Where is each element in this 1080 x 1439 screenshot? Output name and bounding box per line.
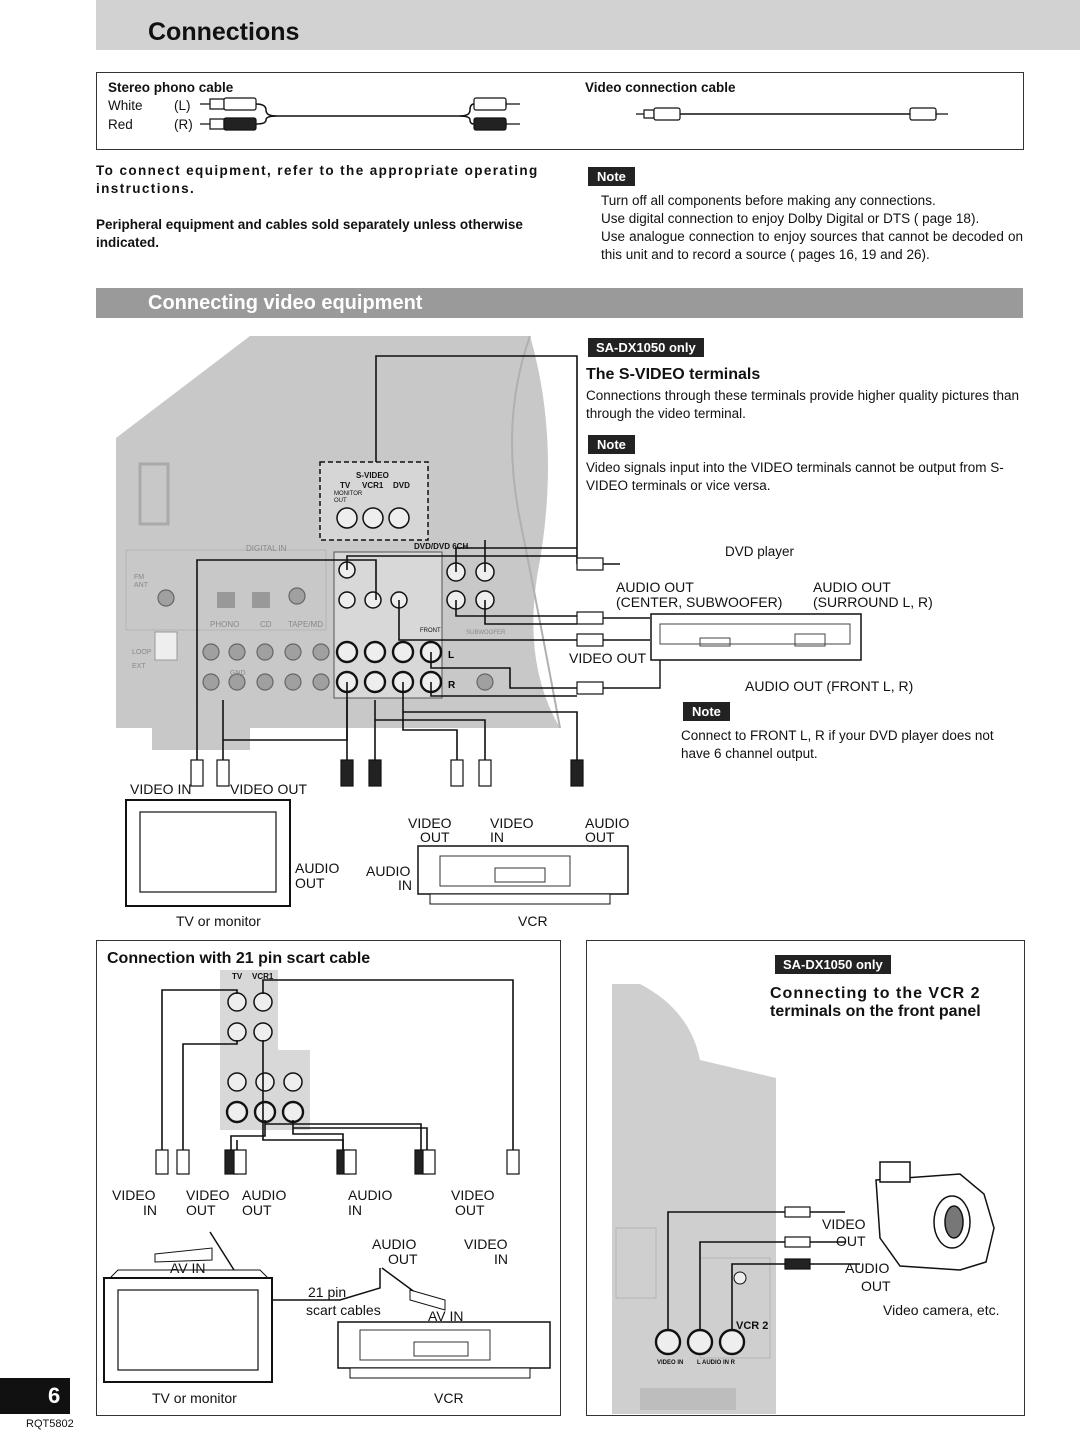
tv-audio-out-label-1: AUDIO [295,860,340,876]
tv-audio-out-label-2: OUT [295,875,325,891]
vcr2-title-1: Connecting to the VCR 2 [770,985,981,1002]
scart-tv-video-in-1: VIDEO [112,1187,156,1203]
panel-front-label: FRONT [420,628,441,634]
scart-video-out-1: VIDEO [451,1187,495,1203]
scart-title: Connection with 21 pin scart cable [107,950,371,967]
panel-tapemd-label: TAPE/MD [288,620,323,629]
note-line-1: Turn off all components before making any connections. [601,193,936,208]
model-tag-video: SA-DX1050 only [588,338,704,357]
dvd-audio-out-surround: AUDIO OUT [813,579,891,595]
scart-tv-caption: TV or monitor [152,1390,237,1406]
dvd-audio-out-front: AUDIO OUT (FRONT L, R) [745,678,914,694]
panel-tv-label: TV [340,481,351,490]
cam-video-out-1: VIDEO [822,1216,866,1232]
scart-vcr-video-in-2: IN [494,1251,508,1267]
scart-vcr-video-in-1: VIDEO [464,1236,508,1252]
panel-dvd6ch-label: DVD/DVD 6CH [414,542,469,551]
scart-tv-label: TV [232,972,243,981]
dvd-surround: (SURROUND L, R) [813,594,933,610]
vcr-audio-in-label-1: AUDIO [366,863,411,879]
vcr-caption: VCR [518,913,548,929]
svg-text:R: R [448,680,456,691]
tv-video-in-label: VIDEO IN [130,781,192,797]
vcr2-title-2: terminals on the front panel [770,1003,981,1020]
panel-gnd-label: GND [230,670,246,677]
panel-dvd-label: DVD [393,481,410,490]
dvd-video-out: VIDEO OUT [569,650,647,666]
scart-tv-video-out-1: VIDEO [186,1187,230,1203]
scart-tv-video-in-2: IN [143,1202,157,1218]
scart-audio-in-2: IN [348,1202,362,1218]
scart-pin-cables-2: scart cables [306,1302,381,1318]
svideo-note-text: Video signals input into the VIDEO terminals cannot be output from S-VIDEO terminals or vice versa. [586,460,1004,493]
cam-audio-out-2: OUT [861,1278,891,1294]
dvd-player-caption: DVD player [725,544,795,559]
svg-text:L: L [448,650,455,661]
scart-pin-cables-1: 21 pin [308,1284,347,1300]
scart-vcr-caption: VCR [434,1390,464,1406]
vcr-video-in-label-2: IN [490,829,504,845]
scart-video-out-2: OUT [455,1202,485,1218]
video-cable-title: Video connection cable [585,80,736,95]
scart-audio-in-1: AUDIO [348,1187,393,1203]
model-tag-vcr2: SA-DX1050 only [775,955,891,974]
panel-loop-ext-label: LOOP EXT [132,649,152,670]
scart-tv-video-out-2: OUT [186,1202,216,1218]
page-title: Connections [148,18,300,46]
note-label-svideo: Note [588,435,635,454]
stereo-cable-title: Stereo phono cable [108,80,234,95]
cam-caption: Video camera, etc. [883,1302,1000,1318]
svideo-text: Connections through these terminals provide higher quality pictures than through the video terminal. [586,388,1020,421]
vcr-video-out-label-2: OUT [420,829,450,845]
red-channel: (R) [174,117,193,132]
dvd-note-text: Connect to FRONT L, R if your DVD player does not have 6 channel output. [681,728,994,761]
white-channel: (L) [174,98,191,113]
white-label: White [108,98,143,113]
panel-cd-label: CD [260,620,272,629]
scart-vcr1-label: VCR1 [252,972,274,981]
scart-tv-audio-out-2: OUT [242,1202,272,1218]
scart-tv-audio-out-1: AUDIO [242,1187,287,1203]
intro-paragraph-2: Peripheral equipment and cables sold separately unless otherwise indicated. [96,217,523,250]
front-vcr2-label: VCR 2 [736,1320,769,1332]
section-title-video: Connecting video equipment [148,292,423,314]
tv-video-out-label: VIDEO OUT [230,781,308,797]
dvd-audio-out-center: AUDIO OUT [616,579,694,595]
panel-subwoofer-label: SUBWOOFER [466,630,506,636]
scart-av-in-tv: AV IN [170,1260,206,1276]
panel-monitor-out-label: MONITOR OUT [334,491,363,504]
panel-digital-in-label: DIGITAL IN [246,544,287,553]
cam-video-out-2: OUT [836,1233,866,1249]
note-label-general: Note [588,167,635,186]
vcr-video-out-label-1: VIDEO [408,815,452,831]
note-label-dvd: Note [683,702,730,721]
panel-phono-label: PHONO [210,620,240,629]
panel-vcr1-label: VCR1 [362,481,384,490]
intro-paragraph-1: To connect equipment, refer to the appropriate operating instructions. [96,163,539,196]
dvd-center-subwoofer: (CENTER, SUBWOOFER) [616,594,783,610]
note-line-3: Use analogue connection to enjoy sources that cannot be decoded on this unit and to record a source ( pages 16, 19 and 26). [601,229,1023,262]
document-code: RQT5802 [26,1418,74,1430]
vcr-audio-out-label-2: OUT [585,829,615,845]
vcr-audio-in-label-2: IN [398,877,412,893]
cam-audio-out-1: AUDIO [845,1260,890,1276]
page-number: 6 [48,1383,61,1408]
scart-vcr-audio-out-1: AUDIO [372,1236,417,1252]
front-video-in-label: VIDEO IN [657,1360,684,1366]
vcr-video-in-label-1: VIDEO [490,815,534,831]
front-audio-in-label: L AUDIO IN R [697,1360,736,1366]
panel-svideo-label: S-VIDEO [356,471,389,480]
scart-av-in-vcr: AV IN [428,1308,464,1324]
svideo-title: The S-VIDEO terminals [586,366,761,383]
vcr-audio-out-label-1: AUDIO [585,815,630,831]
panel-fm-ant-label: FM ANT [134,574,148,589]
scart-vcr-audio-out-2: OUT [388,1251,418,1267]
note-line-2: Use digital connection to enjoy Dolby Digital or DTS ( page 18). [601,211,980,226]
red-label: Red [108,117,133,132]
tv-caption: TV or monitor [176,913,261,929]
